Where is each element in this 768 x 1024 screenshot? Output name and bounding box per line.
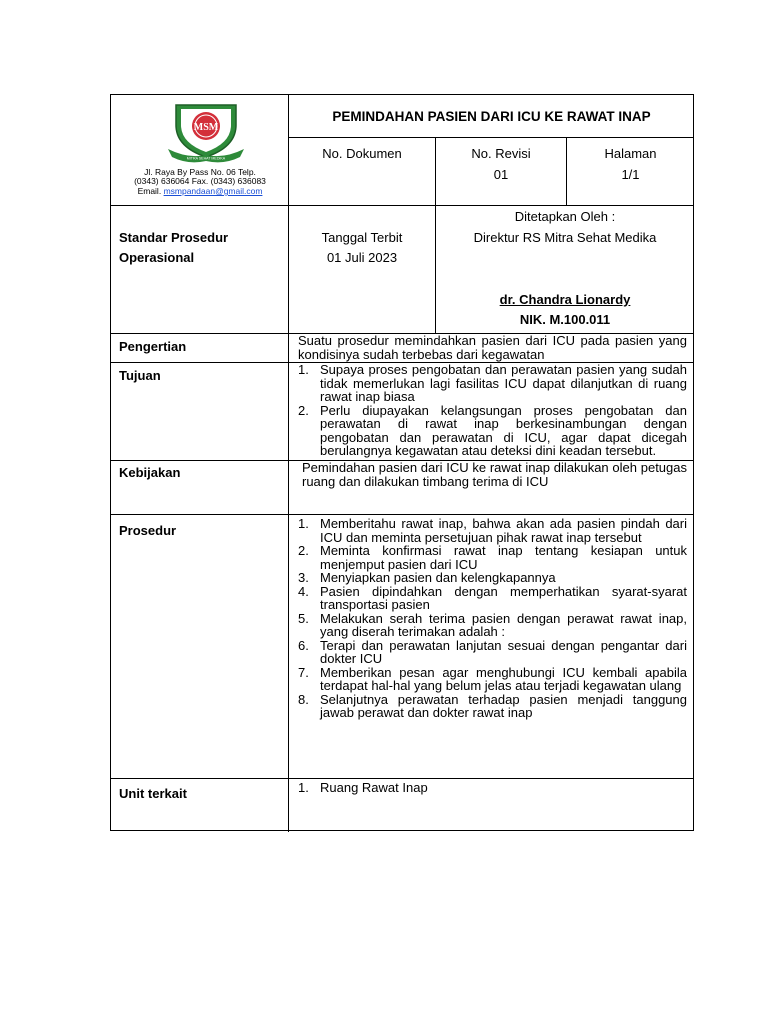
list-item [298, 666, 687, 693]
unit-terkait-list [298, 781, 687, 795]
prosedur-list [298, 517, 687, 720]
list-item [298, 639, 687, 666]
list-number: 3. [298, 570, 309, 585]
list-number: 1. [298, 516, 309, 531]
row-divider [111, 778, 694, 779]
email-label: Email. [137, 186, 162, 196]
address-line: Jl. Raya By Pass No. 06 Telp. [144, 167, 256, 177]
pengertian-text: Suatu prosedur memindahkan pasien dari ICU pada pasien yang kondisinya sudah terbebas dari kegawatan [298, 333, 687, 362]
list-number: 6. [298, 637, 309, 653]
sop-label: Standar Prosedur [119, 230, 229, 245]
row-divider [111, 205, 694, 206]
list-text: Terapi dan perawatan lanjutan sesuai dengan pengantar dari dokter ICU [320, 637, 687, 666]
list-text: Perlu diupayakan kelangsungan proses pengobatan dan perawatan di rawat inap berkesinambungan dengan pengobatan dan perawatan di ICU, agar dapat dicegah berulangnya kegawatan atau deteksi dini keadan tersebut. [320, 402, 687, 458]
no-dokumen-label: No. Dokumen [322, 146, 402, 161]
tanggal-terbit-label: Tanggal Terbit [321, 230, 403, 245]
signatory-name: dr. Chandra Lionardy [499, 292, 631, 307]
tujuan-list [298, 363, 687, 458]
list-item [298, 517, 687, 544]
list-item [298, 571, 687, 585]
row-divider [111, 514, 694, 515]
list-item [298, 612, 687, 639]
email-line [111, 186, 289, 196]
list-text: Memberikan pesan agar menghubungi ICU kembali apabila terdapat hal-hal yang belum jelas atau terjadi kegawatan ulang [320, 664, 687, 693]
tanggal-terbit-value: 01 Juli 2023 [326, 250, 398, 265]
unit-terkait-label: Unit terkait [119, 786, 187, 801]
list-text: Selanjutnya perawatan terhadap pasien menjadi tanggung jawab perawat dan dokter rawat inap [320, 691, 687, 720]
list-text: Pasien dipindahkan dengan memperhatikan syarat-syarat transportasi pasien [320, 583, 687, 612]
logo-text: MSM [193, 122, 219, 133]
list-number: 1. [298, 780, 309, 795]
list-text: Ruang Rawat Inap [320, 780, 428, 795]
tujuan-label: Tujuan [119, 368, 161, 383]
prosedur-label: Prosedur [119, 523, 177, 538]
ditetapkan-oleh: Ditetapkan Oleh : [514, 209, 616, 224]
list-item [298, 693, 687, 720]
halaman-label: Halaman [604, 146, 657, 161]
list-number: 4. [298, 583, 309, 599]
email-link[interactable]: msmpandaan@gmail.com [163, 186, 263, 196]
address-line: (0343) 636064 Fax. (0343) 636083 [134, 176, 266, 186]
list-item [298, 544, 687, 571]
document-title: PEMINDAHAN PASIEN DARI ICU KE RAWAT INAP [332, 109, 651, 124]
logo-motto: MITRA SEHAT MEDIKA [186, 156, 226, 161]
list-number: 7. [298, 664, 309, 680]
list-text: Menyiapkan pasien dan kelengkapannya [320, 570, 556, 585]
list-item [298, 585, 687, 612]
list-text: Melakukan serah terima pasien dengan perawat rawat inap, yang diserah terimakan adalah : [320, 610, 687, 639]
list-item [298, 363, 687, 404]
list-item [298, 781, 687, 795]
halaman-value: 1/1 [621, 167, 640, 182]
pengertian-label: Pengertian [119, 339, 187, 354]
hospital-logo [168, 99, 244, 163]
list-text: Supaya proses pengobatan dan perawatan pasien yang sudah tidak memerlukan lagi fasilitas ICU dapat dilanjutkan di ruang rawat inap biasa [320, 362, 687, 404]
list-number: 2. [298, 402, 309, 418]
row-divider [288, 137, 694, 138]
list-text: Memberitahu rawat inap, bahwa akan ada pasien pindah dari ICU dan meminta persetujuan pihak rawat inap tersebut [320, 516, 687, 545]
list-number: 1. [298, 362, 309, 377]
no-revisi-label: No. Revisi [471, 146, 531, 161]
signatory-nik: NIK. M.100.011 [519, 312, 611, 327]
sop-label: Operasional [119, 250, 195, 265]
kebijakan-label: Kebijakan [119, 465, 181, 480]
kebijakan-text: Pemindahan pasien dari ICU ke rawat inap dilakukan oleh petugas ruang dan dilakukan timbang terima di ICU [302, 460, 687, 489]
list-number: 8. [298, 691, 309, 707]
list-number: 2. [298, 543, 309, 558]
list-number: 5. [298, 610, 309, 626]
list-item [298, 404, 687, 458]
no-revisi-value: 01 [493, 167, 509, 182]
list-text: Meminta konfirmasi rawat inap tentang kesiapan untuk menjemput pasien dari ICU [320, 543, 687, 572]
sop-document [110, 94, 694, 831]
direktur-title: Direktur RS Mitra Sehat Medika [473, 230, 657, 245]
